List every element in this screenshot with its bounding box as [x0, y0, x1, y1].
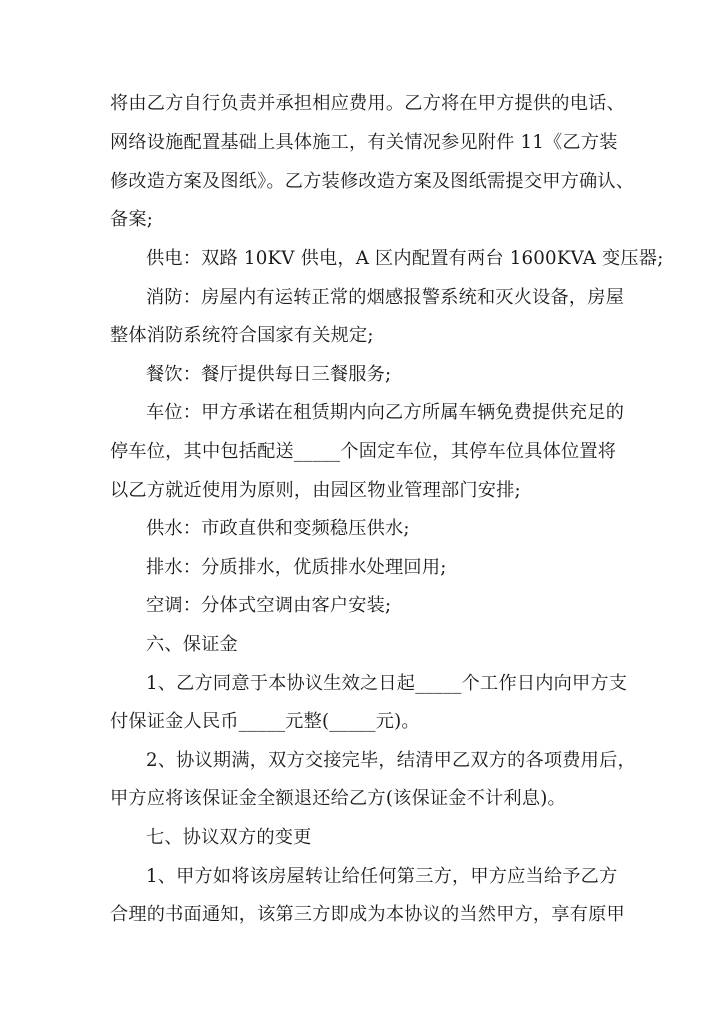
text-line: 付保证金人民币_____元整(_____元)。	[110, 711, 420, 732]
text-line-fire: 消防：房屋内有运转正常的烟感报警系统和灭火设备，房屋	[146, 287, 625, 308]
text-line-deposit-1: 1、乙方同意于本协议生效之日起_____个工作日内向甲方支	[146, 673, 628, 694]
text-line: 网络设施配置基础上具体施工，有关情况参见附件 11《乙方装	[110, 132, 618, 153]
text-line-dining: 餐饮：餐厅提供每日三餐服务;	[146, 364, 392, 385]
text-line-air-conditioning: 空调：分体式空调由客户安装;	[146, 595, 392, 616]
text-line: 备案;	[110, 209, 154, 230]
text-line-water-supply: 供水：市政直供和变频稳压供水;	[146, 518, 410, 539]
text-line: 整体消防系统符合国家有关规定;	[110, 325, 374, 346]
section-heading-changes: 七、协议双方的变更	[146, 827, 312, 848]
text-line: 合理的书面通知，该第三方即成为本协议的当然甲方，享有原甲	[110, 904, 625, 925]
text-line: 将由乙方自行负责并承担相应费用。乙方将在甲方提供的电话、	[110, 93, 625, 114]
text-line: 修改造方案及图纸》。乙方装修改造方案及图纸需提交甲方确认、	[110, 171, 635, 192]
text-line: 甲方应将该保证金全额退还给乙方(该保证金不计利息)。	[110, 788, 566, 809]
text-line: 以乙方就近使用为原则，由园区物业管理部门安排;	[110, 480, 521, 501]
text-line-deposit-2: 2、协议期满，双方交接完毕，结清甲乙双方的各项费用后，	[146, 750, 636, 771]
text-line-power: 供电：双路 10KV 供电，A 区内配置有两台 1600KVA 变压器;	[146, 248, 664, 269]
text-line: 停车位，其中包括配送_____个固定车位，其停车位具体位置将	[110, 441, 617, 462]
text-line-drainage: 排水：分质排水，优质排水处理回用;	[146, 557, 447, 578]
section-heading-deposit: 六、保证金	[146, 634, 238, 655]
text-line-changes-1: 1、甲方如将该房屋转让给任何第三方，甲方应当给予乙方	[146, 866, 618, 887]
text-line-parking: 车位：甲方承诺在租赁期内向乙方所属车辆免费提供充足的	[146, 402, 625, 423]
